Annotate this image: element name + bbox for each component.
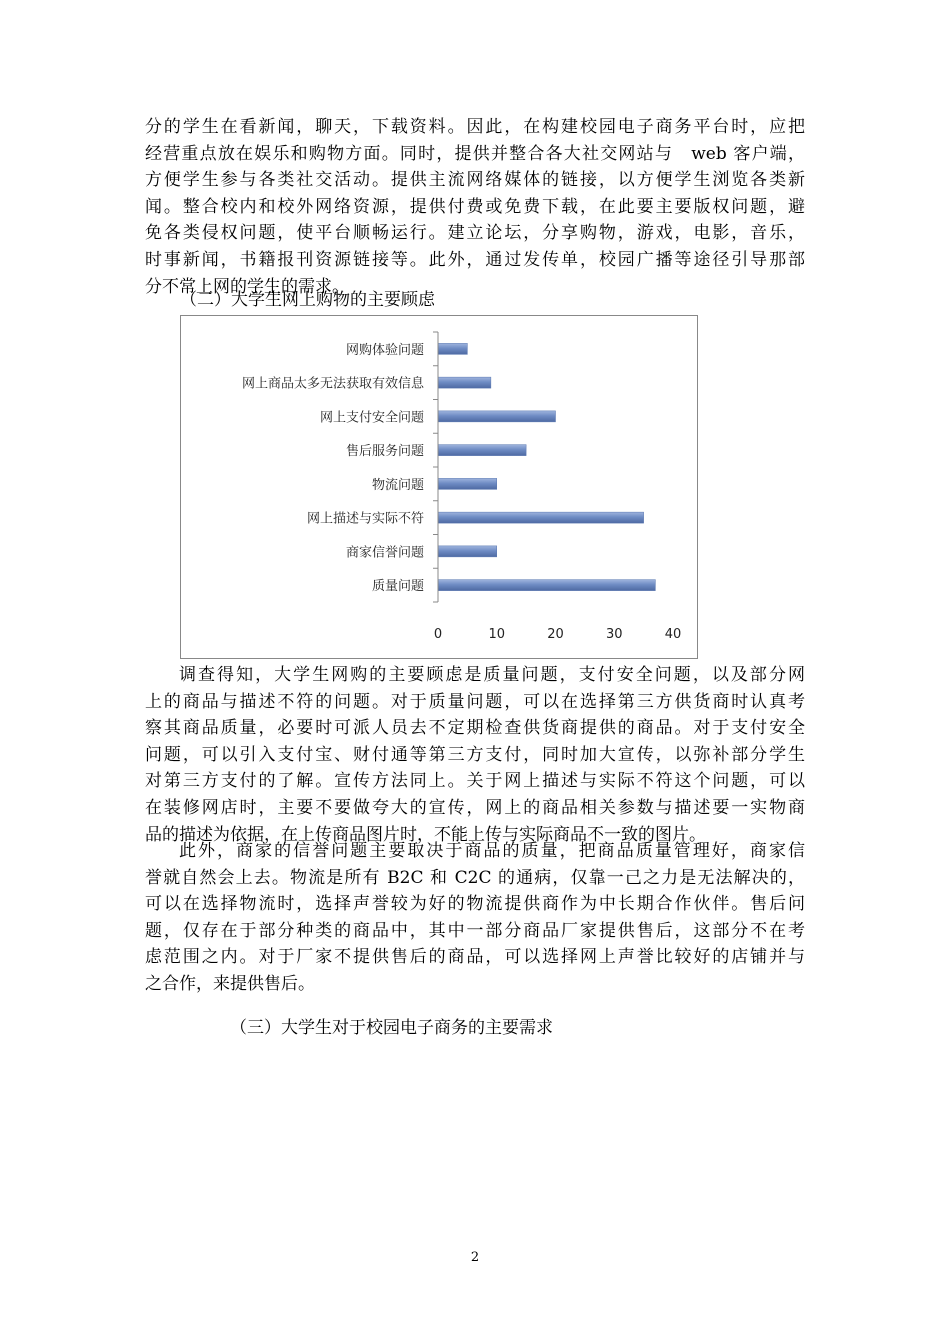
text-line: 察其商品质量，必要时可派人员去不定期检查供货商提供的商品。对于支付安全 — [145, 718, 805, 739]
bar-6 — [438, 546, 497, 557]
text-line: 题，仅存在于部分种类的商品中，其中一部分商品厂家提供售后，这部分不在考 — [145, 920, 805, 941]
text-line: 经营重点放在娱乐和购物方面。同时，提供并整合各大社交网站与 web 客户端， — [145, 143, 805, 164]
text-line: 之合作，来提供售后。 — [145, 973, 315, 994]
text-line: 对第三方支付的了解。宣传方法同上。关于网上描述与实际不符这个问题，可以 — [145, 771, 805, 792]
text-line: 品的描述为依据，在上传商品图片时，不能上传与实际商品不一致的图片。 — [145, 824, 706, 845]
text-line: 在装修网店时，主要不要做夸大的宣传，网上的商品相关参数与描述要一实物商 — [145, 797, 805, 818]
text-line: 方便学生参与各类社交活动。提供主流网络媒体的链接，以方便学生浏览各类新 — [145, 170, 805, 191]
bar-4 — [438, 478, 497, 489]
category-label: 网上描述与实际不符 — [306, 511, 424, 527]
bar-3 — [438, 445, 526, 456]
bar-2 — [438, 411, 556, 422]
paragraph-3 — [145, 838, 805, 998]
text-line: 问题，可以引入支付宝、财付通等第三方支付，同时加大宣传，以弥补部分学生 — [145, 744, 805, 765]
text-line: 调查得知，大学生网购的主要顾虑是质量问题，支付安全问题，以及部分网 — [179, 665, 805, 685]
x-tick-label: 20 — [547, 627, 564, 642]
chart-canvas — [181, 316, 699, 660]
bar-5 — [438, 512, 644, 523]
category-label: 售后服务问题 — [345, 444, 424, 460]
text-line: 闻。整合校内和校外网络资源，提供付费或免费下载，在此要主要版权问题，避 — [145, 196, 805, 217]
text-line: 免各类侵权问题，使平台顺畅运行。建立论坛，分享购物，游戏，电影，音乐， — [145, 223, 805, 244]
bar-1 — [438, 377, 491, 388]
page-number: 2 — [470, 1250, 480, 1265]
paragraph-1 — [145, 114, 805, 300]
bar-0 — [438, 343, 467, 354]
text-line: 分不常上网的学生的需求。 — [145, 276, 349, 297]
text-line: 誉就自然会上去。物流是所有 B2C 和 C2C 的通病，仅靠一己之力是无法解决的， — [145, 867, 805, 888]
text-line: 分的学生在看新闻，聊天，下载资料。因此，在构建校园电子商务平台时，应把 — [145, 117, 805, 137]
x-tick-label: 0 — [433, 627, 443, 642]
x-tick-label: 40 — [664, 627, 682, 642]
x-tick-label: 30 — [605, 627, 623, 642]
text-line: 此外，商家的信誉问题主要取决于商品的质量，把商品质量管理好，商家信 — [179, 841, 805, 861]
x-tick-label: 10 — [488, 627, 506, 642]
category-label: 物流问题 — [371, 477, 424, 493]
category-label: 商家信誉问题 — [345, 545, 424, 561]
paragraph-2 — [145, 662, 805, 848]
bar-chart — [180, 315, 698, 659]
category-label: 网上支付安全问题 — [319, 410, 424, 426]
text-line: 上的商品与描述不符的问题。对于质量问题，可以在选择第三方供货商时认真考 — [145, 691, 805, 712]
category-label: 质量问题 — [371, 579, 424, 595]
category-label: 网上商品太多无法获取有效信息 — [241, 376, 424, 392]
bar-7 — [438, 580, 655, 591]
text-line: 虑范围之内。对于厂家不提供售后的商品，可以选择网上声誉比较好的店铺并与 — [145, 947, 805, 968]
text-line: 时事新闻，书籍报刊资源链接等。此外，通过发传单，校园广播等途径引导那部 — [145, 249, 805, 270]
section-heading-3: （三）大学生对于校园电子商务的主要需求 — [230, 1018, 553, 1038]
text-line: 可以在选择物流时，选择声誉较为好的物流提供商作为中长期合作伙伴。售后问 — [145, 894, 805, 915]
category-label: 网购体验问题 — [345, 342, 424, 358]
section-heading-2: （二）大学生网上购物的主要顾虑 — [180, 290, 435, 310]
